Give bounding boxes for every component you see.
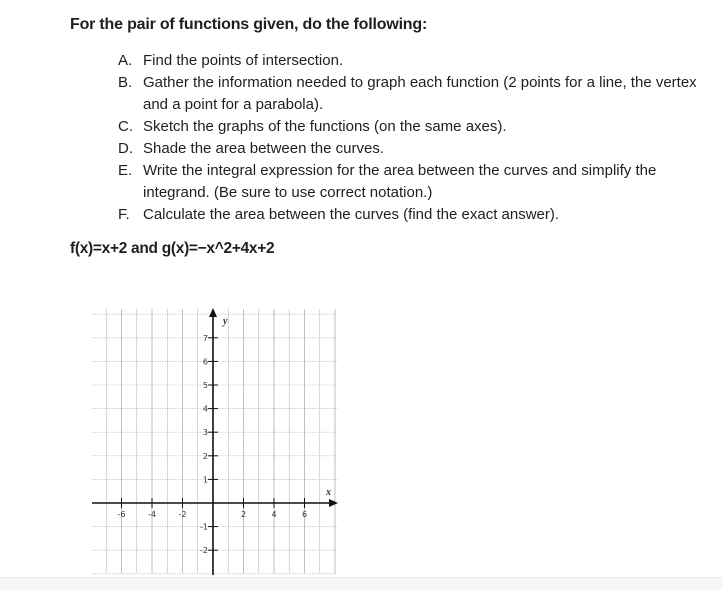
task-letter: D. — [118, 140, 133, 157]
task-item-a — [118, 50, 698, 72]
y-axis-arrow-icon — [209, 308, 217, 317]
x-tick-label: -6 — [117, 510, 126, 519]
bottom-bar — [0, 577, 723, 590]
x-axis-label: x — [326, 487, 331, 498]
function-pair: f(x)=x+2 and g(x)=−x^2+4x+2 — [70, 240, 275, 257]
x-tick-label: 6 — [301, 510, 308, 519]
y-tick-label: -1 — [200, 522, 208, 532]
y-tick-label: 5 — [202, 381, 208, 390]
y-tick-label: 3 — [202, 428, 208, 438]
y-axis-label: y — [223, 316, 228, 327]
x-tick-label: 2 — [240, 510, 247, 519]
task-item-c — [118, 116, 698, 138]
y-tick-label: -2 — [200, 546, 208, 556]
y-tick-label: 4 — [202, 404, 208, 414]
task-letter: A. — [118, 52, 133, 69]
task-item-d — [118, 138, 698, 160]
task-text: Sketch the graphs of the functions (on the same axes). — [143, 118, 507, 135]
task-item-e — [118, 160, 698, 204]
task-text: Find the points of intersection. — [143, 52, 344, 69]
y-tick-label: 7 — [202, 333, 208, 343]
task-text: Write the integral expression for the area between the curves and simplify the integrand. (Be sure to use correct notation.) — [143, 162, 657, 201]
x-tick-label: -4 — [148, 510, 156, 519]
task-letter: F. — [118, 206, 130, 223]
task-text: Gather the information needed to graph each function (2 points for a line, the vertex and a point for a parabola). — [143, 74, 697, 113]
coordinate-grid — [90, 305, 340, 575]
task-letter: E. — [118, 162, 133, 179]
task-item-b — [118, 72, 698, 116]
x-tick-label: 4 — [271, 510, 277, 519]
task-letter: C. — [118, 118, 133, 135]
x-tick-label: -2 — [178, 510, 187, 519]
x-axis-arrow-icon — [329, 499, 338, 507]
y-tick-label: 6 — [202, 357, 208, 367]
task-item-f — [118, 204, 698, 226]
task-text: Shade the area between the curves. — [143, 140, 384, 157]
task-list — [118, 50, 698, 226]
task-letter: B. — [118, 74, 133, 91]
instructions-heading: For the pair of functions given, do the following: — [70, 16, 428, 33]
y-tick-label: 1 — [202, 475, 208, 485]
y-tick-label: 2 — [202, 451, 208, 461]
task-text: Calculate the area between the curves (find the exact answer). — [143, 206, 560, 223]
